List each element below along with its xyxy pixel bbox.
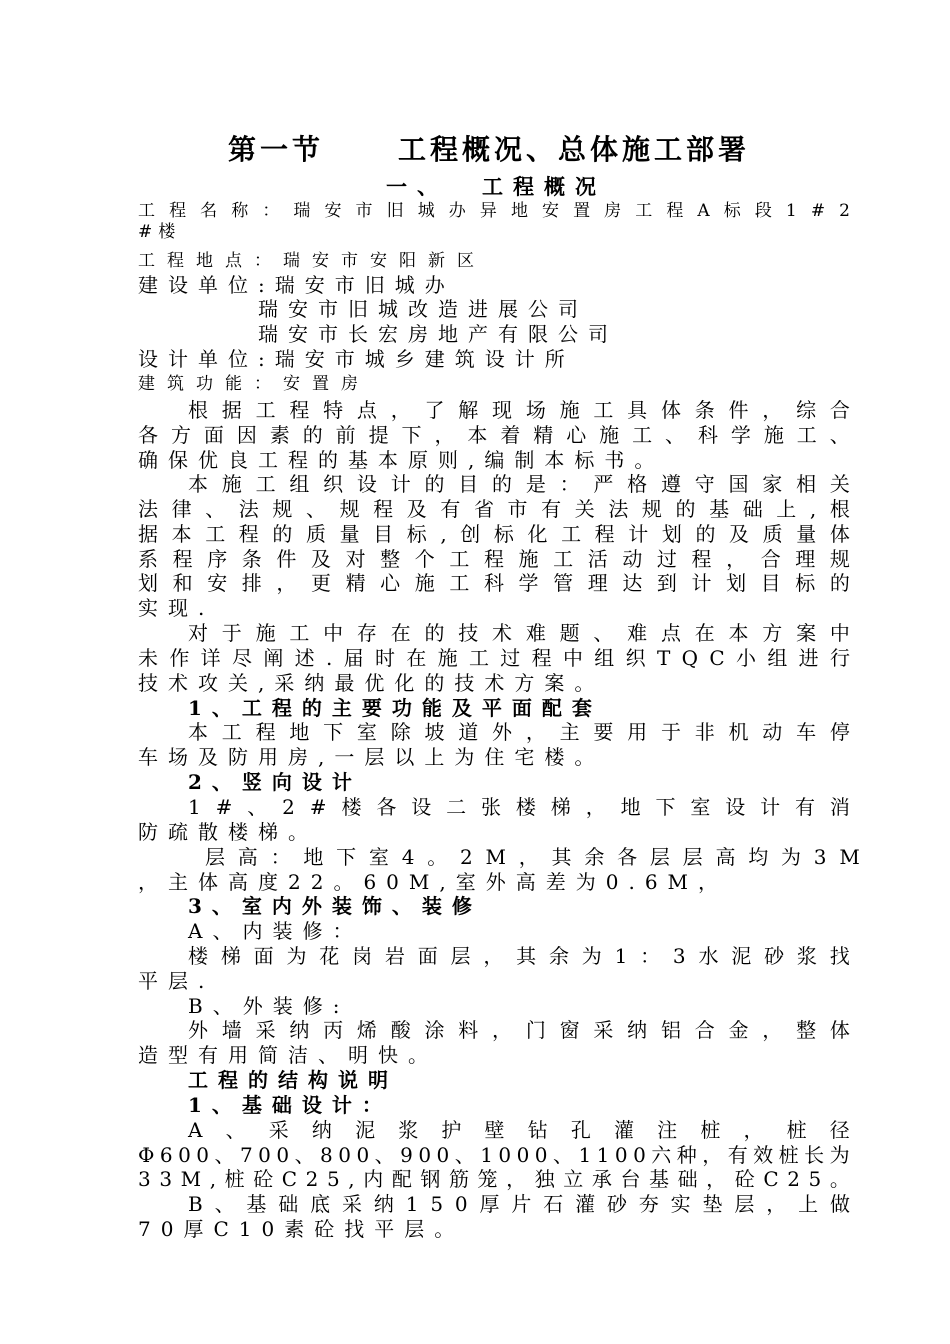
design-unit: 设计单位:瑞安市城乡建筑设计所 [138,347,575,371]
subheading-interior: A、内装修： [188,919,363,943]
paragraph-line: 1 # 、 2 # 楼 各 设 二 张 楼 梯 ， 地 下 室 设 计 有 消 [188,795,850,819]
paragraph-line: B 、 基 础 底 采 纳 1 5 0 厚 片 石 灌 砂 夯 实 垫 层 ， 上 做 [188,1192,850,1216]
client-line-3: 瑞安市长宏房地产有限公司 [258,322,618,346]
subheading-exterior: B、外装修: [188,994,350,1018]
paragraph-line: 确保优良工程的基本原则,编制本标书。 [138,448,665,472]
paragraph-line: 据 本 工 程 的 质 量 目 标 , 创 标 化 工 程 计 划 的 及 质 量 体 [138,522,850,546]
paragraph-line: 对 于 施 工 中 存 在 的 技 术 难 题 、 难 点 在 本 方 案 中 [188,621,850,645]
paragraph-line: 本 施 工 组 织 设 计 的 目 的 是 ： 严 格 遵 守 国 家 相 关 [188,472,850,496]
subsection-number: 一、 [386,174,448,199]
paragraph-line: 技术攻关,采纳最优化的技术方案。 [138,671,605,695]
paragraph-line: A 、 采 纳 泥 浆 护 壁 钻 孔 灌 注 桩 ， 桩 径 [188,1118,850,1142]
paragraph-line: 层 高 ： 地 下 室 4 。 2 M ， 其 余 各 层 层 高 均 为 3 M [205,845,860,869]
heading-structure: 工程的结构说明 [188,1068,398,1092]
paragraph-line: 70厚C10素砼找平层。 [138,1217,465,1241]
paragraph-line: 各 方 面 因 素 的 前 提 下 ， 本 着 精 心 施 工 、 科 学 施 工 、 [138,423,850,447]
paragraph-line: 根 据 工 程 特 点 ， 了 解 现 场 施 工 具 体 条 件 ， 综 合 [188,398,850,422]
building-function: 建筑功能：安置房 [138,374,370,394]
heading-main-function: 1、工程的主要功能及平面配套 [188,696,602,720]
paragraph-line: ，主体高度22。60M,室外高差为0.6M， [138,870,729,894]
heading-vertical-design: 2、竖向设计 [188,770,362,794]
paragraph-line: 平层. [138,969,215,993]
heading-decoration: 3、室内外装饰、装修 [188,894,482,918]
paragraph-line: 造型有用简洁、明快。 [138,1043,438,1067]
paragraph-line: 未 作 详 尽 阐 述 . 届 时 在 施 工 过 程 中 组 织 T Q C 小 组 进 行 [138,646,850,670]
subsection-title: 工程概况 [482,174,606,199]
paragraph-line: 防疏散楼梯。 [138,820,318,844]
section-title-text: 工程概况、总体施工部署 [398,133,751,166]
paragraph-line: 3 3 M , 桩 砼 C 2 5 , 内 配 钢 筋 笼 ， 独 立 承 台 基 础 ， 砼 C 2 5 。 [138,1167,850,1191]
heading-foundation: 1、基础设计： [188,1093,392,1117]
paragraph-line: 楼 梯 面 为 花 岗 岩 面 层 ， 其 余 为 1 ： 3 水 泥 砂 浆 找 [188,944,850,968]
project-name-line: 工 程 名 称 ： 瑞 安 市 旧 城 办 异 地 安 置 房 工 程 A 标 段 1 # 2 [138,201,850,221]
paragraph-line: Φ 6 0 0 、 7 0 0 、 8 0 0 、 9 0 0 、 1 0 0 0 、 1 1 0 0 六 种 ， 有 效 桩 长 为 [138,1143,850,1167]
paragraph-line: 划 和 安 排 ， 更 精 心 施 工 科 学 管 理 达 到 计 划 目 标 的 [138,571,850,595]
paragraph-line: 系 程 序 条 件 及 对 整 个 工 程 施 工 活 动 过 程 ， 合 理 规 [138,547,850,571]
paragraph-line: 法 律 、 法 规 、 规 程 及 有 省 市 有 关 法 规 的 基 础 上 , 根 [138,497,850,521]
client-line-2: 瑞安市旧城改造进展公司 [258,297,588,321]
paragraph-line: 车场及防用房,一层以上为住宅楼。 [138,745,605,769]
project-location: 工程地点：瑞安市安阳新区 [138,251,486,271]
paragraph-line: 实现. [138,596,215,620]
project-name-line-cont: #楼 [138,222,182,242]
paragraph-line: 外 墙 采 纳 丙 烯 酸 涂 料 ， 门 窗 采 纳 铝 合 金 ， 整 体 [188,1018,850,1042]
paragraph-line: 本 工 程 地 下 室 除 坡 道 外 ， 主 要 用 于 非 机 动 车 停 [188,720,850,744]
section-title-number: 第一节 [228,133,325,166]
client-label: 建设单位:瑞安市旧城办 [138,273,455,297]
